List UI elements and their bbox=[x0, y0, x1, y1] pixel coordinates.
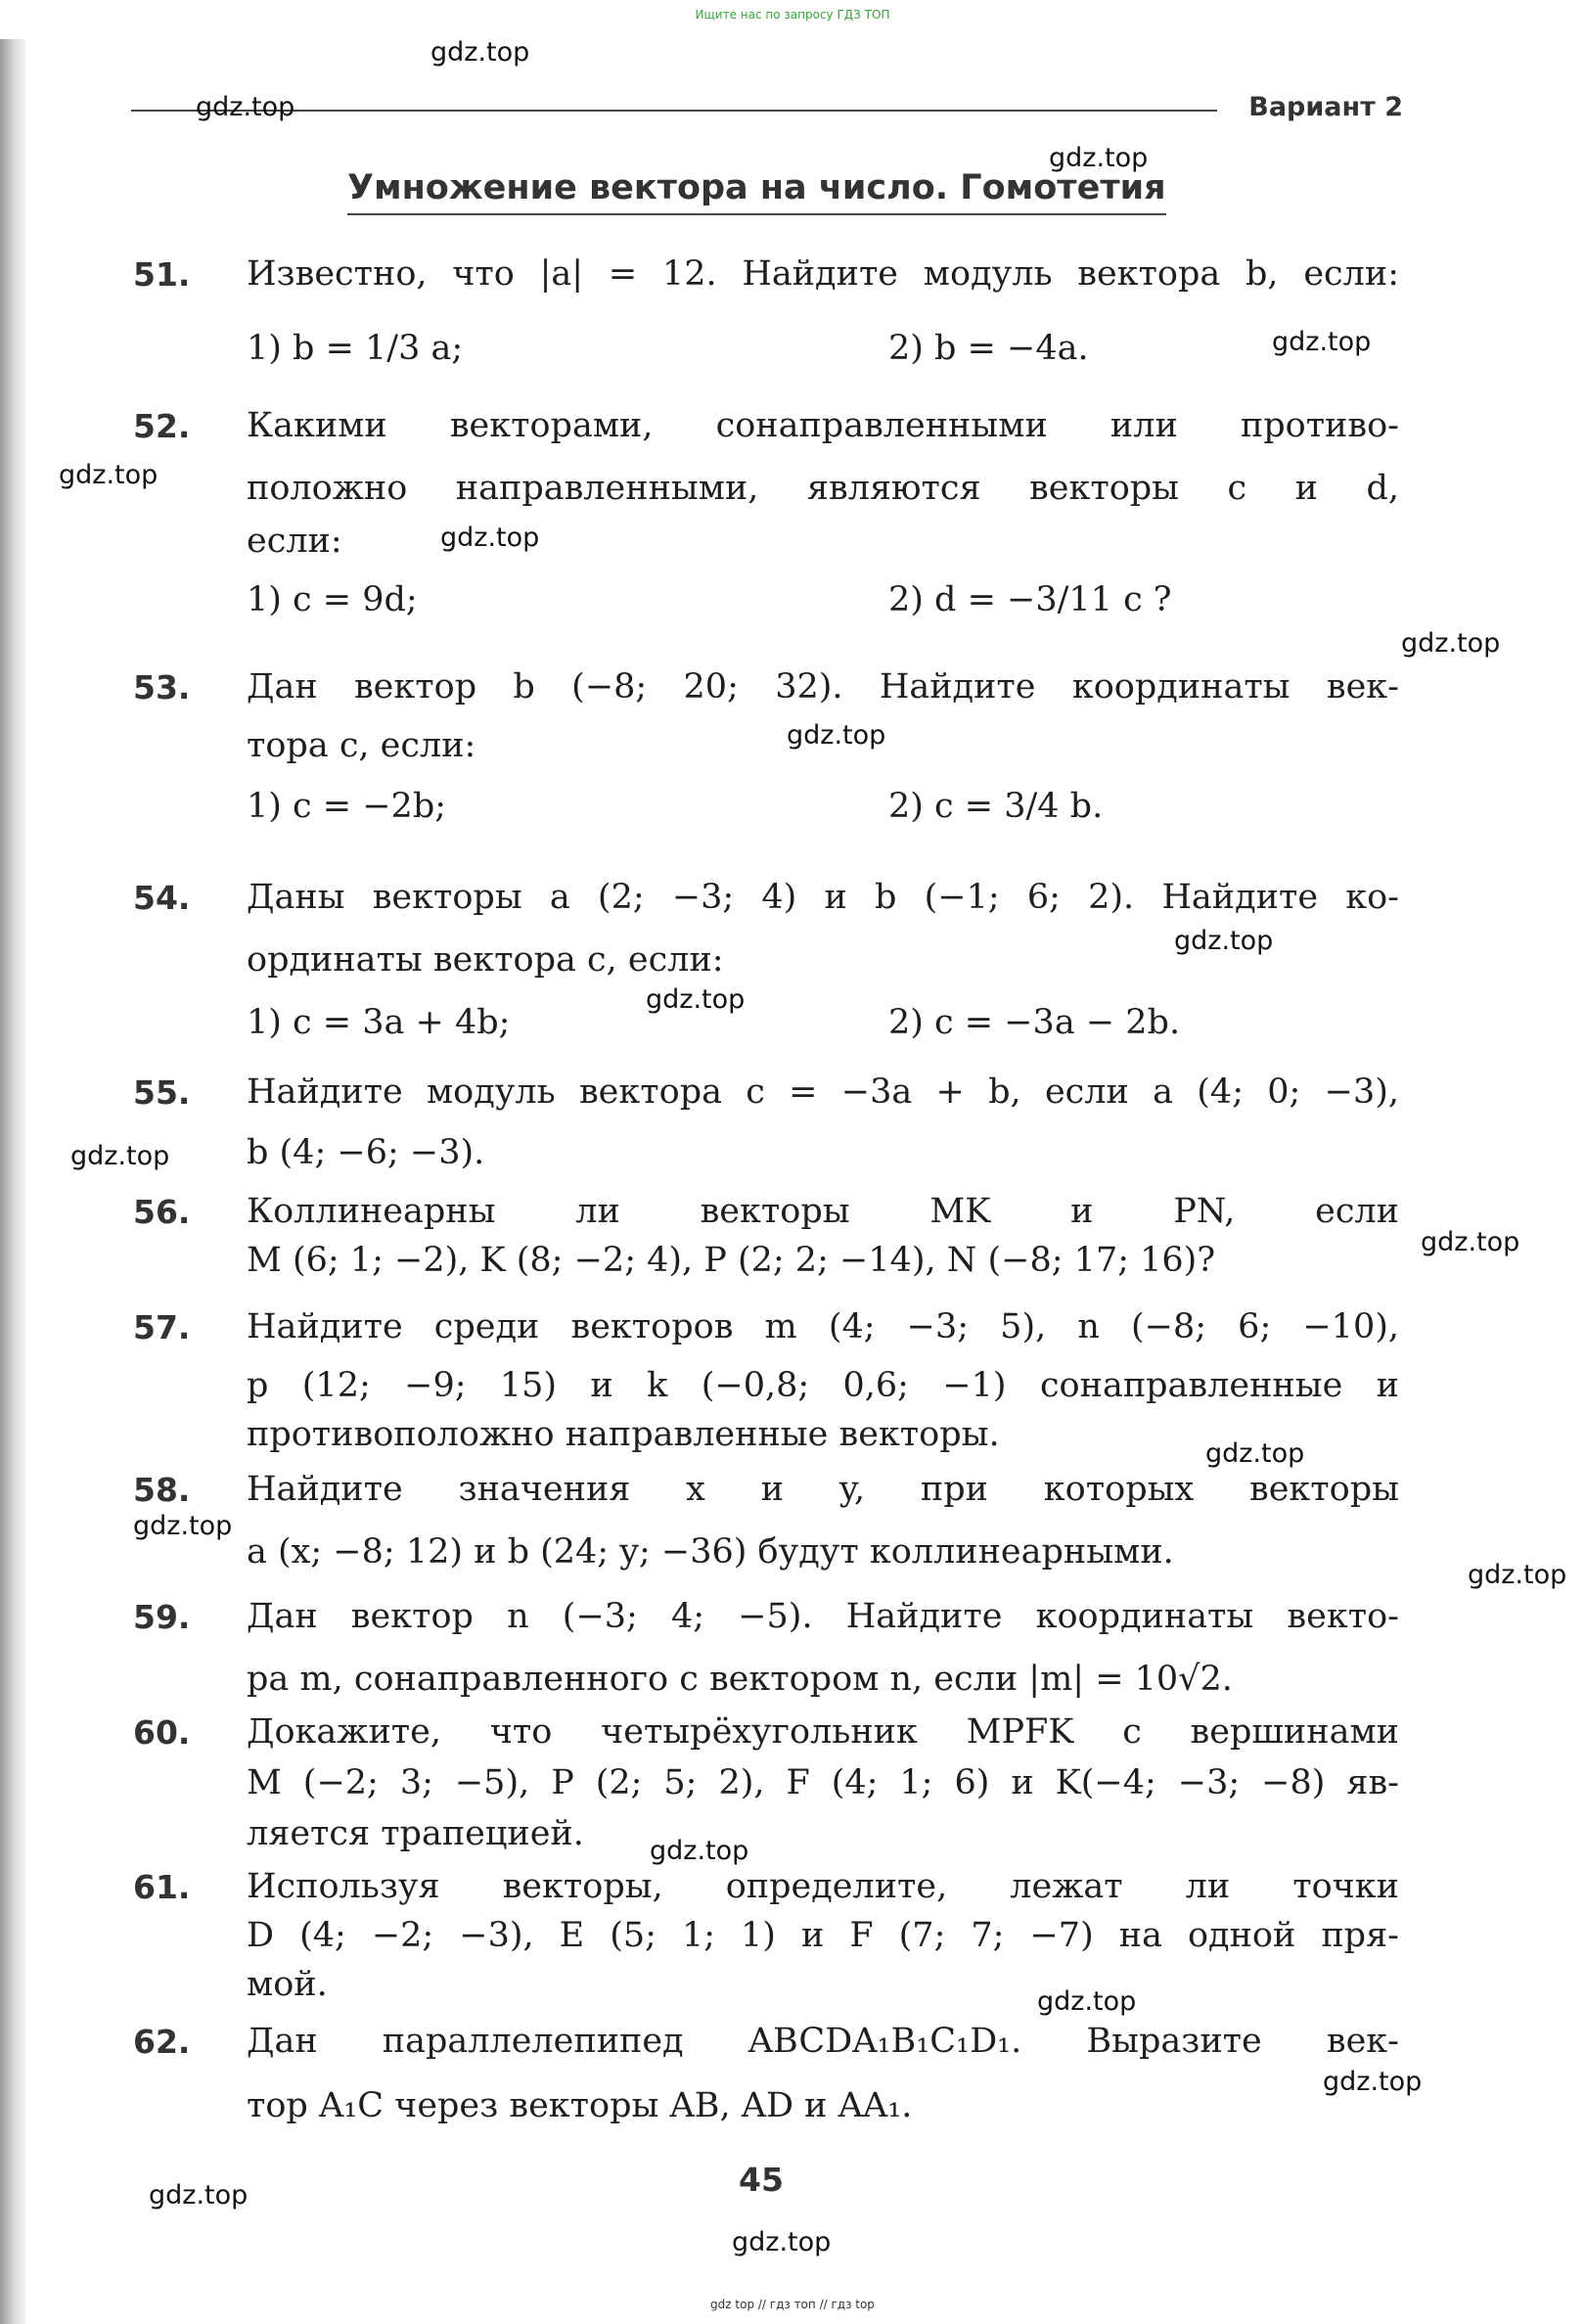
problem-text-line: Коллинеарны ли векторы MK и PN, если bbox=[247, 1192, 1399, 1231]
variant-label: Вариант 2 bbox=[1235, 92, 1403, 122]
watermark: gdz.top bbox=[133, 1511, 233, 1541]
problem-number: 52. bbox=[133, 407, 191, 445]
watermark: gdz.top bbox=[787, 720, 886, 751]
problem-text-line: Дан параллелепипед ABCDA₁B₁C₁D₁. Выразите век- bbox=[247, 2022, 1399, 2061]
page-number: 45 bbox=[739, 2161, 784, 2199]
watermark: gdz.top bbox=[646, 984, 746, 1015]
problem-option-2: 2) d = −3/11 c ? bbox=[888, 580, 1172, 619]
problem-text-line: тора c, если: bbox=[247, 726, 476, 765]
problem-text-line: Какими векторами, сонаправленными или противо- bbox=[247, 406, 1399, 445]
problem-text-line: Дан вектор b (−8; 20; 32). Найдите координаты век- bbox=[247, 667, 1399, 706]
watermark: gdz.top bbox=[650, 1836, 749, 1866]
watermark: gdz.top bbox=[1421, 1227, 1520, 1257]
problem-number: 59. bbox=[133, 1598, 191, 1636]
problem-text-line: b (4; −6; −3). bbox=[247, 1133, 485, 1172]
problem-option-1: 1) c = 9d; bbox=[247, 580, 418, 619]
problem-number: 57. bbox=[133, 1308, 191, 1346]
problem-text-line: Найдите модуль вектора c = −3a + b, если a (4; 0; −3), bbox=[247, 1072, 1399, 1112]
watermark: gdz.top bbox=[1174, 926, 1274, 956]
problem-text-line: D (4; −2; −3), E (5; 1; 1) и F (7; 7; −7) на одной пря- bbox=[247, 1916, 1399, 1955]
scan-edge-shadow bbox=[0, 39, 25, 2324]
problem-text-line: противоположно направленные векторы. bbox=[247, 1415, 1000, 1454]
watermark: gdz.top bbox=[59, 460, 158, 490]
problem-number: 54. bbox=[133, 879, 191, 917]
problem-text-line: p (12; −9; 15) и k (−0,8; 0,6; −1) сонаправленные и bbox=[247, 1366, 1399, 1405]
problem-text-line: M (6; 1; −2), K (8; −2; 4), P (2; 2; −14), N (−8; 17; 16)? bbox=[247, 1241, 1216, 1280]
watermark: gdz.top bbox=[149, 2180, 249, 2210]
problem-text-line: Даны векторы a (2; −3; 4) и b (−1; 6; 2). Найдите ко- bbox=[247, 878, 1399, 917]
watermark: gdz.top bbox=[1205, 1438, 1305, 1469]
problem-number: 53. bbox=[133, 668, 191, 706]
watermark: gdz.top bbox=[1037, 1986, 1137, 2017]
page-title: Умножение вектора на число. Гомотетия bbox=[347, 168, 1166, 215]
problem-option-1: 1) c = −2b; bbox=[247, 787, 447, 826]
watermark: gdz.top bbox=[1468, 1560, 1567, 1590]
problem-text-line: тор A₁C через векторы AB, AD и AA₁. bbox=[247, 2086, 913, 2125]
problem-option-2: 2) c = −3a − 2b. bbox=[888, 1003, 1181, 1042]
problem-text-line: M (−2; 3; −5), P (2; 5; 2), F (4; 1; 6) и K(−4; −3; −8) яв- bbox=[247, 1763, 1399, 1802]
problem-text-line: ра m, сонаправленного с вектором n, если |m| = 10√2. bbox=[247, 1660, 1233, 1699]
problem-text-line: Докажите, что четырёхугольник MPFK с вершинами bbox=[247, 1712, 1399, 1752]
problem-text-line: мой. bbox=[247, 1965, 328, 2004]
watermark: gdz.top bbox=[1401, 628, 1501, 659]
problem-text-line: a (x; −8; 12) и b (24; y; −36) будут коллинеарными. bbox=[247, 1532, 1174, 1572]
problem-text-line: Дан вектор n (−3; 4; −5). Найдите координаты векто- bbox=[247, 1597, 1399, 1636]
watermark: gdz.top bbox=[440, 523, 540, 553]
watermark: gdz.top bbox=[430, 37, 530, 68]
top-banner: Ищите нас по запросу ГДЗ ТОП bbox=[695, 8, 890, 22]
problem-text-line: если: bbox=[247, 522, 342, 561]
problem-option-2: 2) b = −4a. bbox=[888, 329, 1089, 368]
problem-number: 56. bbox=[133, 1193, 191, 1231]
watermark: gdz.top bbox=[70, 1141, 170, 1171]
problem-text-line: Известно, что |a| = 12. Найдите модуль вектора b, если: bbox=[247, 254, 1399, 294]
watermark: gdz.top bbox=[1323, 2067, 1423, 2097]
problem-text-line: Найдите значения x и y, при которых векторы bbox=[247, 1470, 1399, 1509]
problem-text-line: положно направленными, являются векторы c и d, bbox=[247, 469, 1399, 508]
problem-text-line: Используя векторы, определите, лежат ли точки bbox=[247, 1867, 1399, 1906]
watermark: gdz.top bbox=[732, 2227, 832, 2257]
problem-number: 61. bbox=[133, 1868, 191, 1906]
watermark: gdz.top bbox=[1272, 327, 1372, 357]
problem-number: 62. bbox=[133, 2023, 191, 2061]
problem-text-line: ординаты вектора c, если: bbox=[247, 940, 724, 980]
problem-number: 60. bbox=[133, 1713, 191, 1752]
problem-text-line: ляется трапецией. bbox=[247, 1814, 584, 1853]
watermark: gdz.top bbox=[196, 92, 295, 122]
footer-text: gdz top // гдз топ // гдз top bbox=[710, 2298, 875, 2311]
problem-text-line: Найдите среди векторов m (4; −3; 5), n (−8; 6; −10), bbox=[247, 1307, 1399, 1346]
problem-option-2: 2) c = 3/4 b. bbox=[888, 787, 1104, 826]
problem-option-1: 1) b = 1/3 a; bbox=[247, 329, 464, 368]
watermark: gdz.top bbox=[1049, 143, 1149, 173]
problem-number: 58. bbox=[133, 1471, 191, 1509]
problem-option-1: 1) c = 3a + 4b; bbox=[247, 1003, 511, 1042]
problem-number: 55. bbox=[133, 1073, 191, 1112]
problem-number: 51. bbox=[133, 255, 191, 294]
